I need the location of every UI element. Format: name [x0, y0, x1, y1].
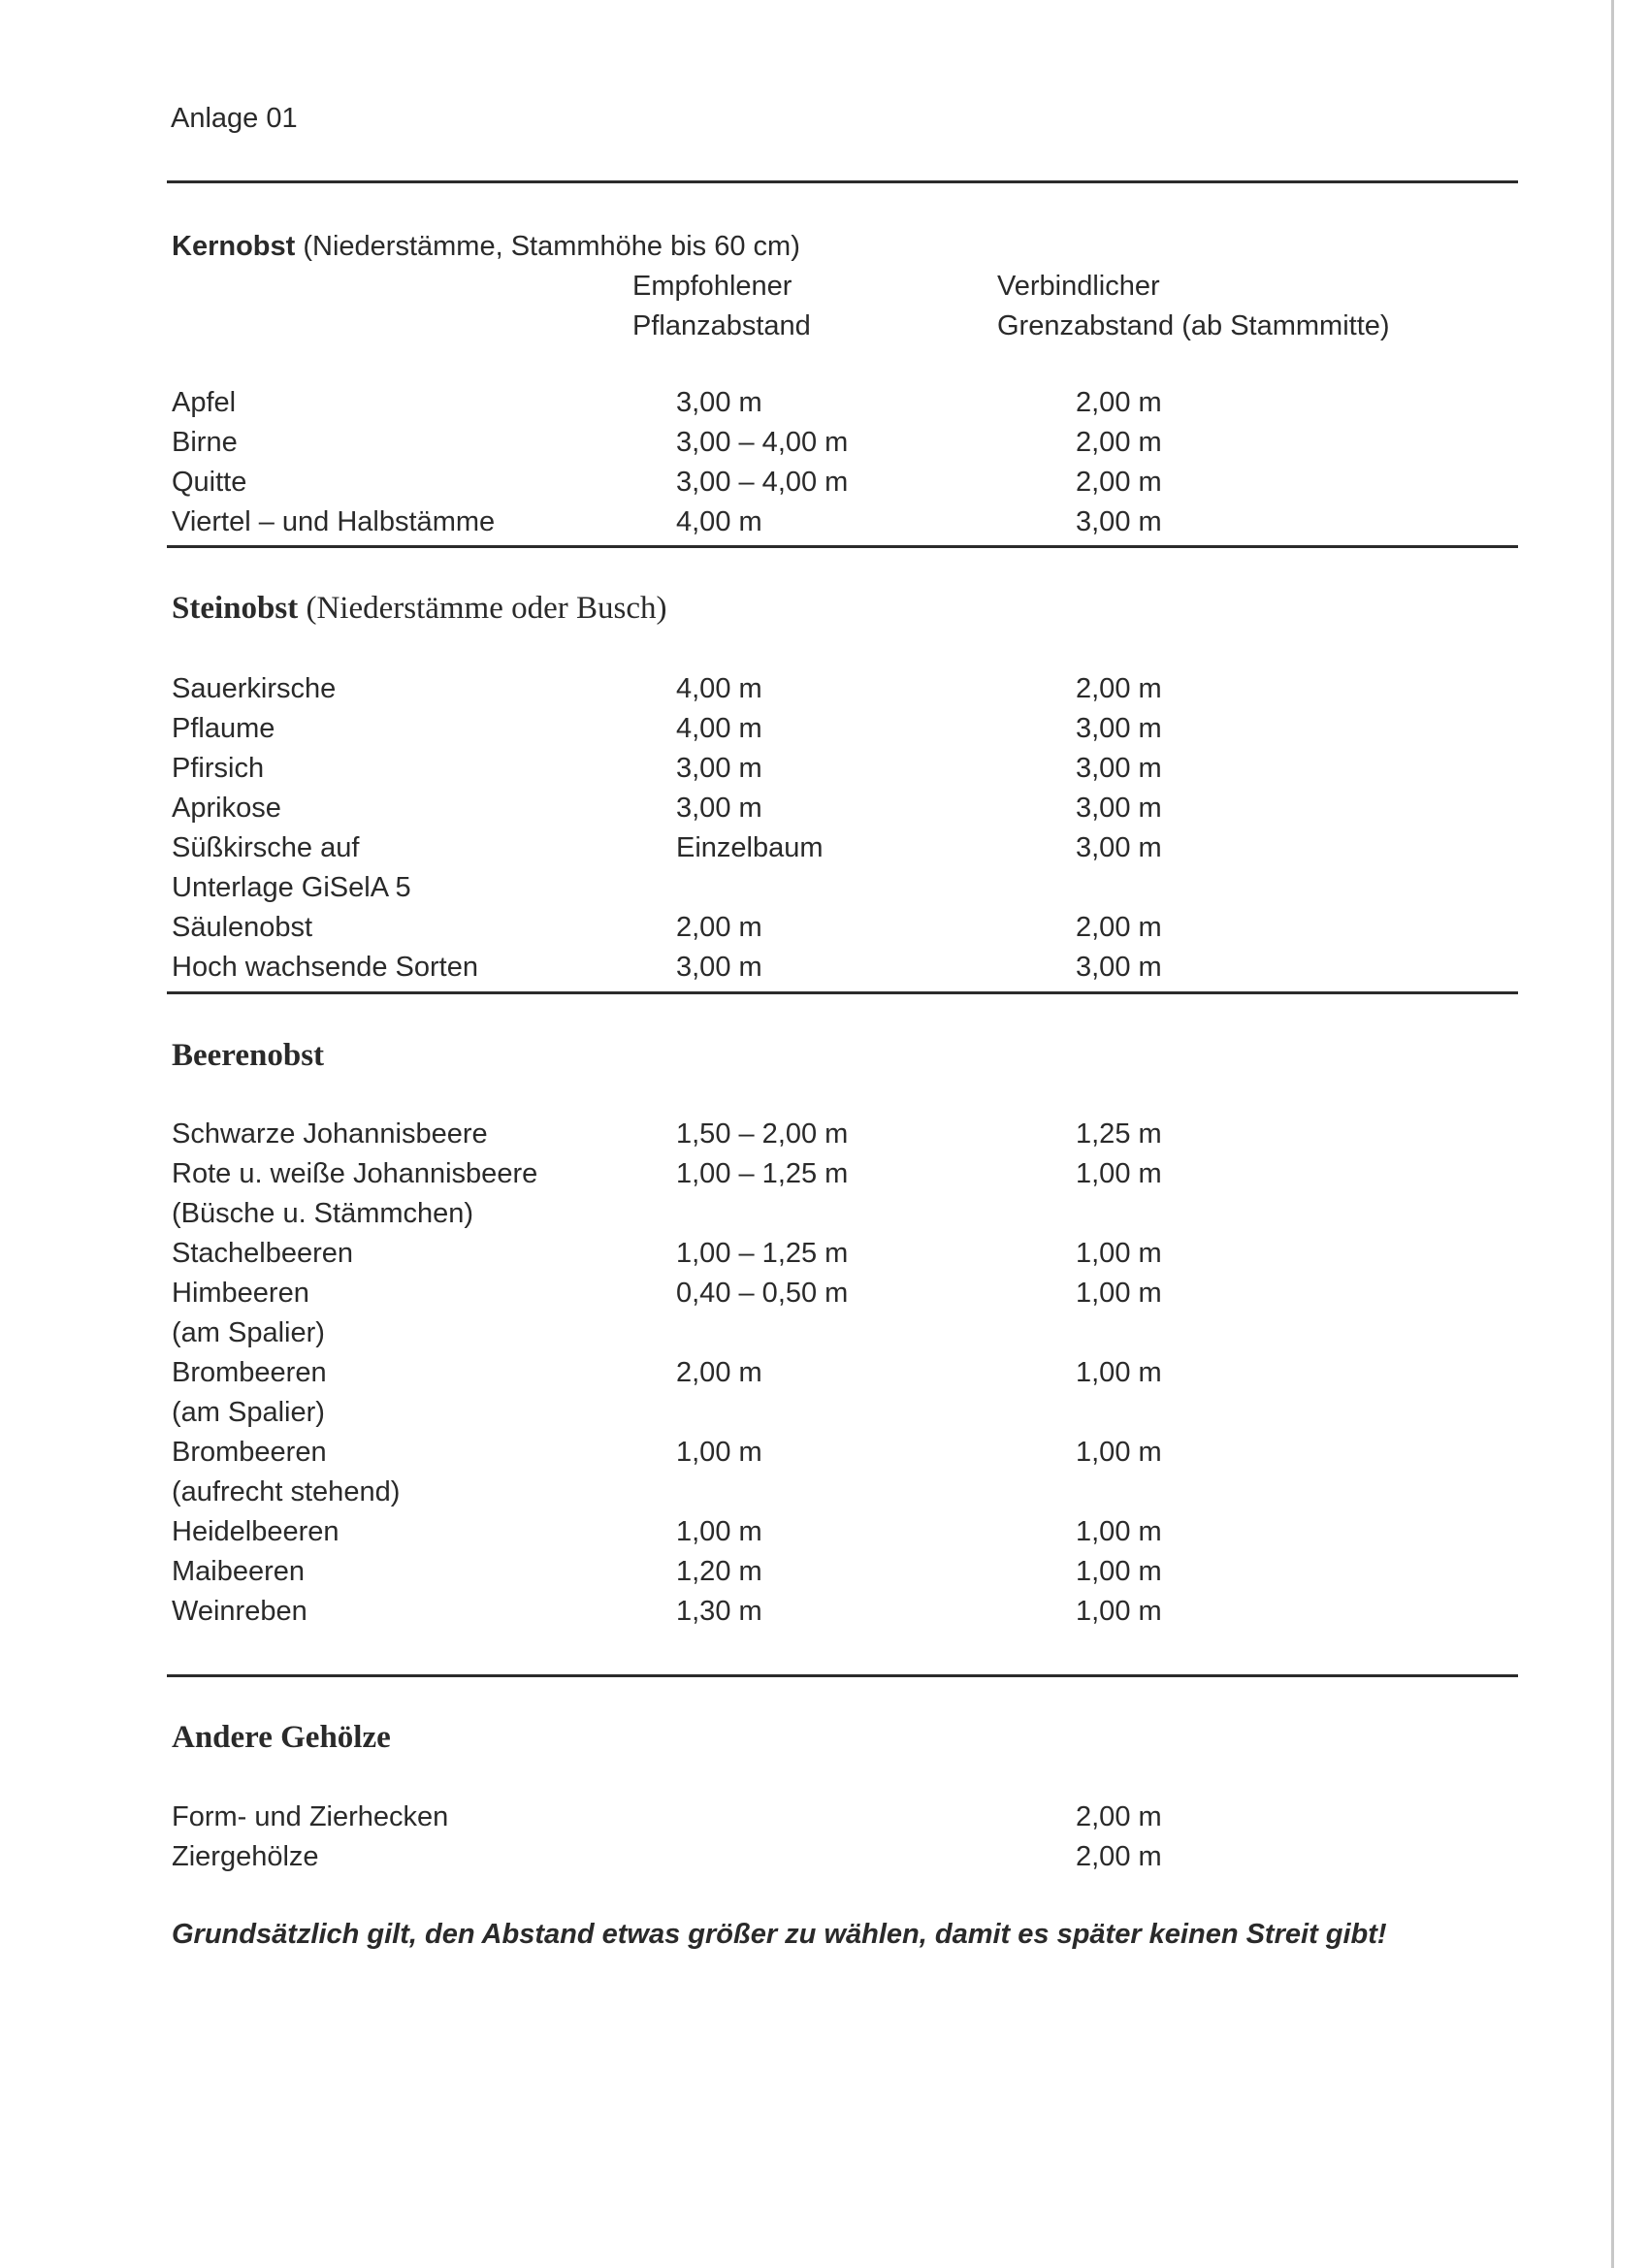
binding-distance: 3,00 m: [1076, 832, 1162, 863]
binding-distance: 2,00 m: [1076, 1841, 1162, 1872]
table-row: [0, 952, 1649, 991]
binding-distance: 2,00 m: [1076, 673, 1162, 704]
table-row: [0, 387, 1649, 427]
plant-name: Sauerkirsche: [172, 673, 337, 704]
table-row: [0, 713, 1649, 753]
section-subtitle: (Niederstämme, Stammhöhe bis 60 cm): [303, 231, 800, 262]
binding-distance: 2,00 m: [1076, 912, 1162, 943]
recommended-distance: 1,50 – 2,00 m: [676, 1118, 849, 1150]
plant-name: (aufrecht stehend): [172, 1476, 401, 1507]
plant-name: Pflaume: [172, 713, 275, 744]
recommended-distance: 3,00 – 4,00 m: [676, 467, 849, 498]
section-heading-beerenobst: [172, 1038, 324, 1074]
recommended-distance: 3,00 m: [676, 952, 762, 983]
plant-name: (am Spalier): [172, 1317, 325, 1348]
binding-distance: 3,00 m: [1076, 793, 1162, 824]
column-header-binding: [997, 267, 1390, 346]
recommended-distance: 3,00 – 4,00 m: [676, 427, 849, 458]
binding-distance: 1,00 m: [1076, 1556, 1162, 1587]
binding-distance: 1,00 m: [1076, 1238, 1162, 1269]
divider-rule: [167, 180, 1518, 183]
section-title: Andere Gehölze: [172, 1720, 391, 1755]
plant-name: Form- und Zierhecken: [172, 1801, 449, 1832]
section-title: Beerenobst: [172, 1038, 325, 1073]
plant-name: Birne: [172, 427, 238, 458]
binding-distance: 2,00 m: [1076, 387, 1162, 418]
plant-name: Brombeeren: [172, 1437, 327, 1468]
binding-distance: 1,00 m: [1076, 1357, 1162, 1388]
section-heading-kernobst: [172, 231, 800, 263]
table-row: [0, 673, 1649, 713]
plant-name: Apfel: [172, 387, 237, 418]
table-row: [0, 1801, 1649, 1841]
plant-name: Ziergehölze: [172, 1841, 319, 1872]
column-header-line: Pflanzabstand: [632, 310, 811, 341]
table-row: [0, 1516, 1649, 1556]
table-row: [0, 1841, 1649, 1881]
closing-note: Grundsätzlich gilt, den Abstand etwas größer zu wählen, damit es später keinen Streit gibt!: [172, 1919, 1387, 1950]
plant-name: Heidelbeeren: [172, 1516, 340, 1547]
recommended-distance: 1,00 m: [676, 1437, 762, 1468]
recommended-distance: 2,00 m: [676, 1357, 762, 1388]
binding-distance: 1,00 m: [1076, 1437, 1162, 1468]
section-title: Steinobst: [172, 591, 299, 626]
recommended-distance: 1,00 – 1,25 m: [676, 1158, 849, 1189]
table-row: [0, 1238, 1649, 1278]
section-title: Kernobst: [172, 231, 296, 262]
divider-rule: [167, 1674, 1518, 1677]
table-row: [0, 793, 1649, 832]
plant-name: Viertel – und Halbstämme: [172, 506, 496, 537]
plant-name: Stachelbeeren: [172, 1238, 354, 1269]
table-row: [0, 1397, 1649, 1437]
recommended-distance: 1,00 m: [676, 1516, 762, 1547]
recommended-distance: 3,00 m: [676, 793, 762, 824]
plant-name: (Büsche u. Stämmchen): [172, 1198, 474, 1229]
binding-distance: 1,00 m: [1076, 1596, 1162, 1627]
binding-distance: 2,00 m: [1076, 467, 1162, 498]
table-row: [0, 1198, 1649, 1238]
section-heading-andere-gehoelze: [172, 1720, 391, 1756]
recommended-distance: 3,00 m: [676, 753, 762, 784]
column-header-recommended: [632, 267, 811, 346]
table-row: [0, 506, 1649, 546]
table-row: [0, 872, 1649, 912]
table-row: [0, 1476, 1649, 1516]
binding-distance: 2,00 m: [1076, 427, 1162, 458]
binding-distance: 3,00 m: [1076, 952, 1162, 983]
plant-name: Maibeeren: [172, 1556, 306, 1587]
plant-name: Quitte: [172, 467, 247, 498]
divider-rule: [167, 991, 1518, 994]
binding-distance: 3,00 m: [1076, 713, 1162, 744]
table-row: [0, 467, 1649, 506]
plant-name: Aprikose: [172, 793, 281, 824]
table-row: [0, 427, 1649, 467]
table-row: [0, 1596, 1649, 1636]
recommended-distance: 4,00 m: [676, 713, 762, 744]
recommended-distance: 0,40 – 0,50 m: [676, 1278, 849, 1309]
table-row: [0, 1357, 1649, 1397]
recommended-distance: 1,20 m: [676, 1556, 762, 1587]
binding-distance: 1,00 m: [1076, 1278, 1162, 1309]
table-row: [0, 1118, 1649, 1158]
plant-name: Rote u. weiße Johannisbeere: [172, 1158, 538, 1189]
table-row: [0, 1556, 1649, 1596]
plant-name: Säulenobst: [172, 912, 313, 943]
recommended-distance: 3,00 m: [676, 387, 762, 418]
column-header-line: Grenzabstand (ab Stammmitte): [997, 310, 1390, 341]
table-row: [0, 912, 1649, 952]
plant-name: Himbeeren: [172, 1278, 309, 1309]
column-header-line: Verbindlicher: [997, 271, 1160, 302]
binding-distance: 3,00 m: [1076, 506, 1162, 537]
recommended-distance: Einzelbaum: [676, 832, 824, 863]
plant-name: Pfirsich: [172, 753, 265, 784]
binding-distance: 1,00 m: [1076, 1158, 1162, 1189]
binding-distance: 1,25 m: [1076, 1118, 1162, 1150]
binding-distance: 1,00 m: [1076, 1516, 1162, 1547]
plant-name: Hoch wachsende Sorten: [172, 952, 478, 983]
table-row: [0, 1437, 1649, 1476]
binding-distance: 2,00 m: [1076, 1801, 1162, 1832]
table-row: [0, 1317, 1649, 1357]
table-row: [0, 1278, 1649, 1317]
column-header-line: Empfohlener: [632, 271, 792, 302]
section-subtitle: (Niederstämme oder Busch): [306, 591, 667, 626]
recommended-distance: 4,00 m: [676, 673, 762, 704]
plant-name: Unterlage GiSelA 5: [172, 872, 411, 903]
plant-name: (am Spalier): [172, 1397, 325, 1428]
recommended-distance: 1,30 m: [676, 1596, 762, 1627]
divider-rule: [167, 545, 1518, 548]
plant-name: Schwarze Johannisbeere: [172, 1118, 488, 1150]
table-row: [0, 1158, 1649, 1198]
table-row: [0, 753, 1649, 793]
binding-distance: 3,00 m: [1076, 753, 1162, 784]
plant-name: Süßkirsche auf: [172, 832, 360, 863]
section-heading-steinobst: [172, 591, 667, 627]
recommended-distance: 2,00 m: [676, 912, 762, 943]
recommended-distance: 4,00 m: [676, 506, 762, 537]
table-row: [0, 832, 1649, 872]
plant-name: Brombeeren: [172, 1357, 327, 1388]
recommended-distance: 1,00 – 1,25 m: [676, 1238, 849, 1269]
plant-name: Weinreben: [172, 1596, 307, 1627]
attachment-label: Anlage 01: [171, 103, 298, 134]
